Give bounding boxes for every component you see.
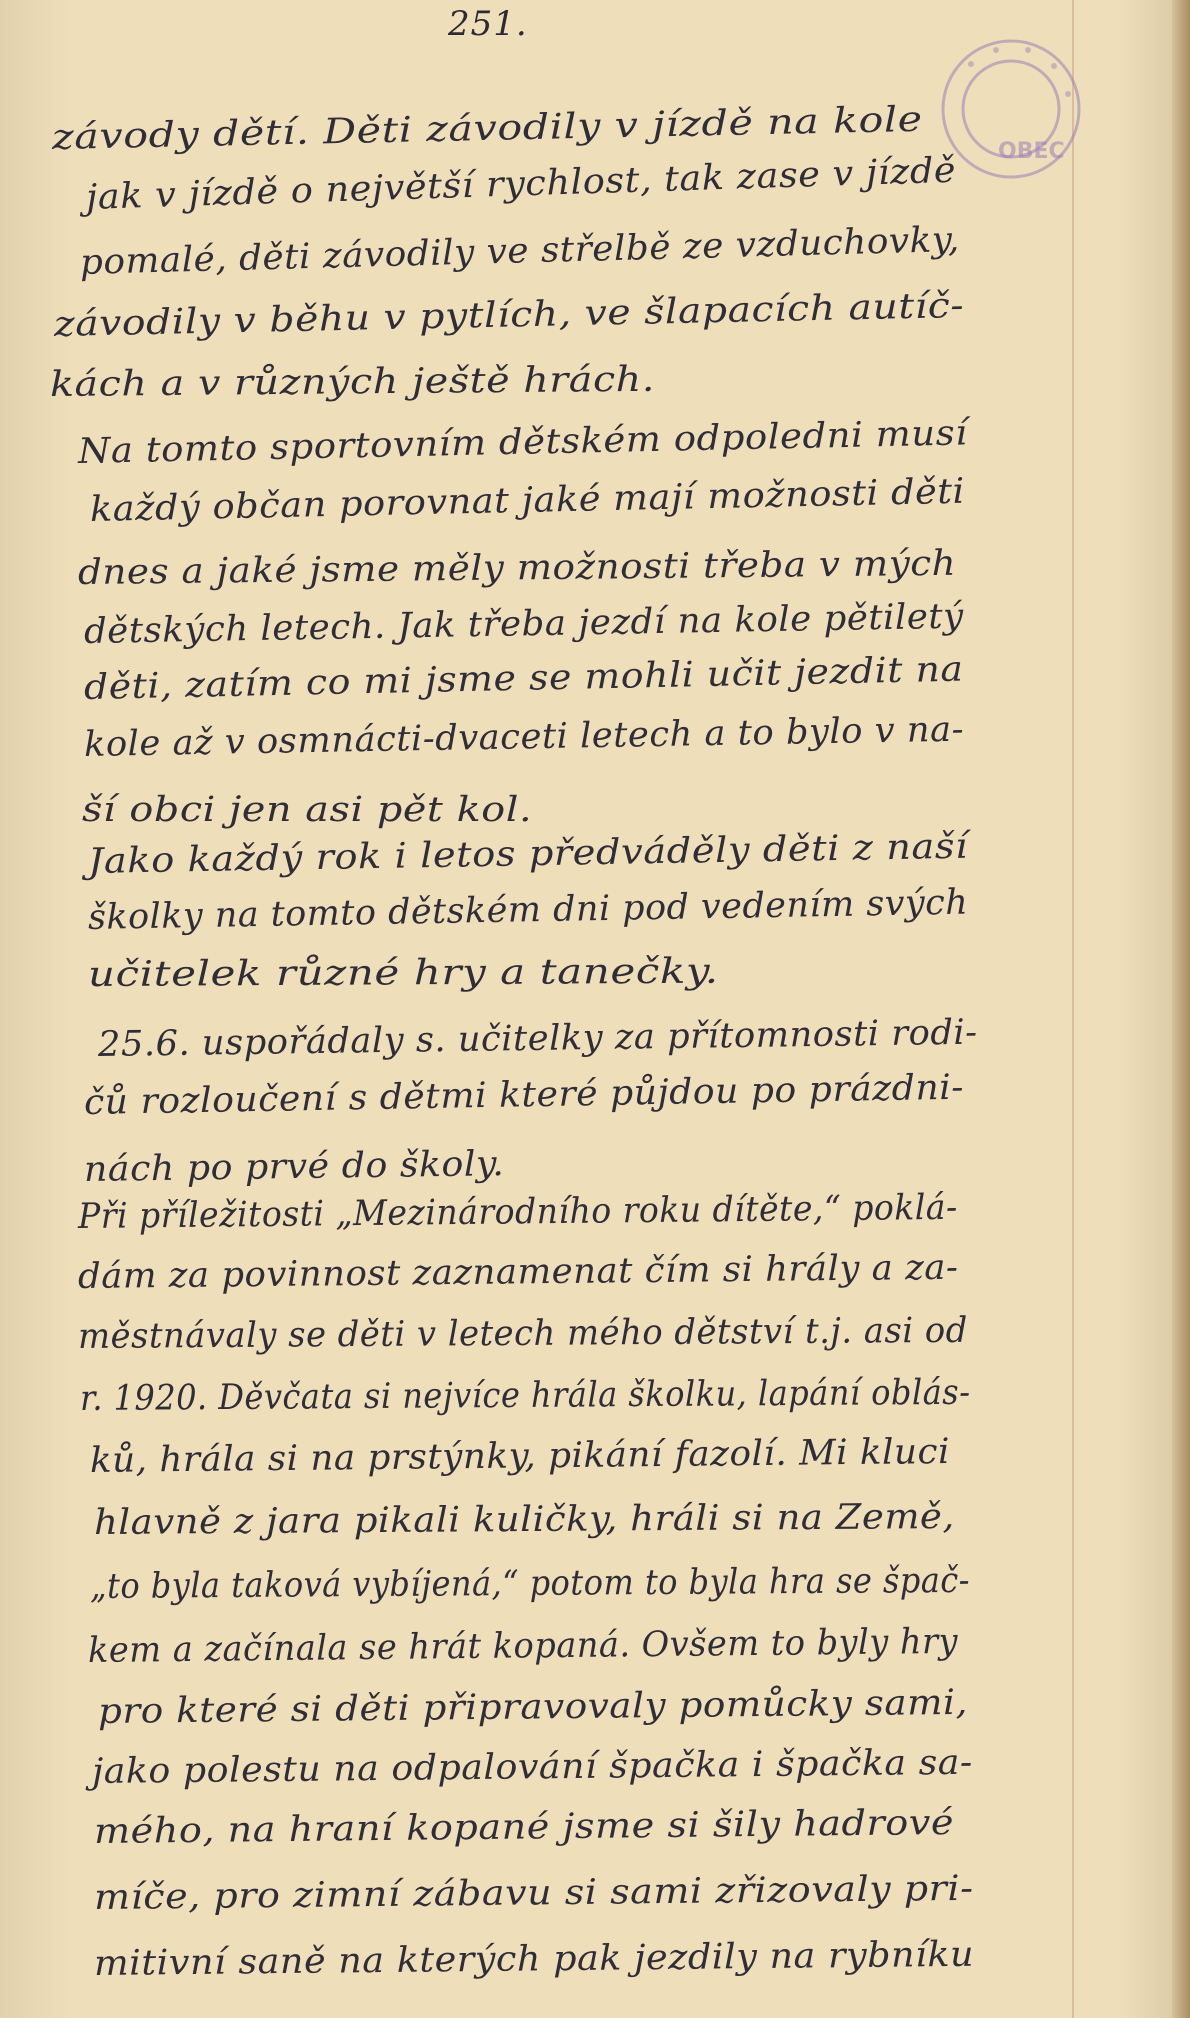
manuscript-line: hlavně z jara pikali kuličky, hráli si na Země, xyxy=(93,1496,955,1543)
manuscript-line: r. 1920. Děvčata si nejvíce hrála školku, lapání oblás- xyxy=(79,1372,971,1419)
manuscript-line: jak v jízdě o největší rychlost, tak zase v jízdě xyxy=(85,150,957,218)
manuscript-line: dnes a jaké jsme měly možnosti třeba v mých xyxy=(77,543,957,593)
manuscript-line: každý občan porovnat jaké mají možnosti děti xyxy=(89,471,966,530)
manuscript-line: kem a začínala se hrát kopaná. Ovšem to byly hry xyxy=(87,1621,959,1671)
margin-rule xyxy=(1072,0,1074,2018)
manuscript-line: závody dětí. Děti závodily v jízdě na kole xyxy=(51,99,923,158)
manuscript-line: míče, pro zimní zábavu si sami zřizovaly pri- xyxy=(93,1868,974,1918)
manuscript-line: Jako každý rok i letos předváděly děti z naší xyxy=(87,826,969,882)
manuscript-line: jako polestu na odpalování špačka i špačka sa- xyxy=(91,1742,973,1792)
stamp-text: OBEC xyxy=(998,139,1065,164)
manuscript-line: kole až v osmnácti-dvaceti letech a to bylo v na- xyxy=(83,709,965,765)
circular-ink-stamp-icon xyxy=(936,34,1086,184)
manuscript-line: kách a v různých ještě hrách. xyxy=(49,359,656,405)
manuscript-line: dětských letech. Jak třeba jezdí na kole pětiletý xyxy=(83,596,965,652)
manuscript-line: závodily v běhu v pytlích, ve šlapacích autíč- xyxy=(53,285,965,345)
manuscript-line: ků, hrála si na prstýnky, pikání fazolí. Mi kluci xyxy=(89,1431,951,1481)
manuscript-line: Při příležitosti „Mezinárodního roku dítěte,“ poklá- xyxy=(77,1187,958,1237)
manuscript-line: děti, zatím co mi jsme se mohli učit jezdit na xyxy=(83,649,964,708)
manuscript-line: školky na tomto dětském dni pod vedením svých xyxy=(87,882,969,938)
manuscript-line: pro které si děti připravovaly pomůcky sami, xyxy=(97,1682,969,1732)
manuscript-line: mého, na hraní kopané jsme si šily hadrové xyxy=(93,1802,955,1852)
manuscript-line: čů rozloučení s dětmi které půjdou po prázdni- xyxy=(83,1067,965,1123)
manuscript-line: městnávaly se děti v letech mého dětství t.j. asi od xyxy=(77,1310,968,1357)
manuscript-line: učitelek různé hry a tanečky. xyxy=(87,951,719,995)
manuscript-line: Na tomto sportovním dětském odpoledni musí xyxy=(77,413,968,472)
manuscript-line: pomalé, děti závodily ve střelbě ze vzduchovky, xyxy=(79,219,961,283)
page-number: 251. xyxy=(448,4,528,44)
manuscript-line: 25.6. uspořádaly s. učitelky za přítomnosti rodi- xyxy=(97,1012,978,1065)
manuscript-line: „to byla taková vybíjená,“ potom to byla hra se špač- xyxy=(89,1560,971,1607)
manuscript-line: nách po prvé do školy. xyxy=(83,1144,505,1190)
manuscript-line: mitivní saně na kterých pak jezdily na rybníku xyxy=(93,1934,975,1984)
manuscript-line: ší obci jen asi pět kol. xyxy=(82,790,533,830)
book-spine-shadow xyxy=(1172,0,1190,2018)
manuscript-line: dám za povinnost zaznamenat čím si hrály a za- xyxy=(77,1247,959,1297)
